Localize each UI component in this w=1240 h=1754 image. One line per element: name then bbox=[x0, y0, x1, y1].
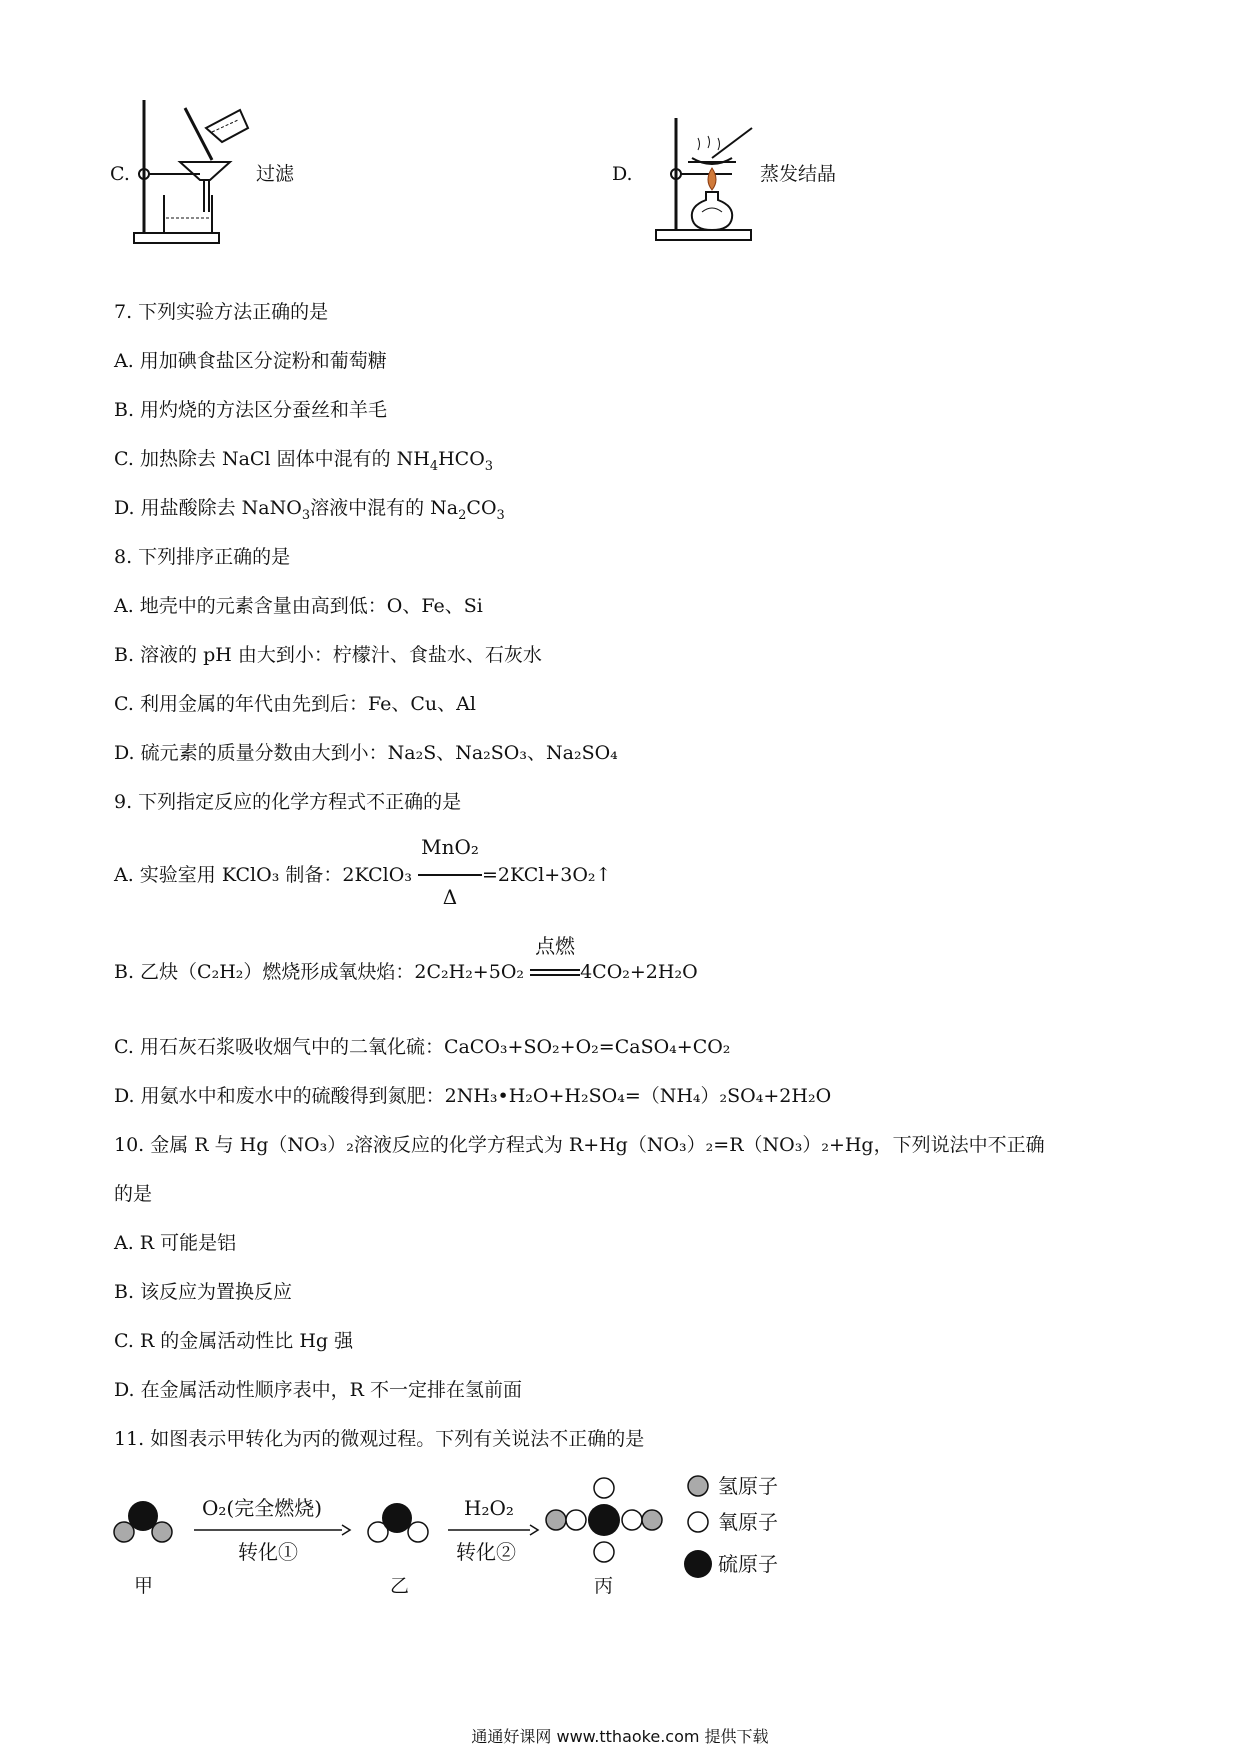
q9-b-text2: 4CO₂+2H₂O bbox=[580, 961, 698, 983]
q8-stem: 8. 下列排序正确的是 bbox=[114, 546, 291, 568]
q10-stem-cont: 的是 bbox=[114, 1183, 153, 1205]
q7-c-sub: 4 bbox=[429, 458, 439, 474]
q7-option-c bbox=[114, 447, 493, 479]
q9-a-text2: =2KCl+3O₂↑ bbox=[482, 864, 612, 886]
q7-d-text3: CO bbox=[466, 497, 497, 519]
legend-h-icon bbox=[686, 1474, 710, 1498]
q8-option-c: C. 利用金属的年代由先到后：Fe、Cu、Al bbox=[114, 693, 476, 715]
q7-c-sub2: 3 bbox=[484, 458, 494, 474]
q9-b-text: B. 乙炔（C₂H₂）燃烧形成氧炔焰：2C₂H₂+5O₂ bbox=[114, 961, 525, 983]
legend-o-label: 氧原子 bbox=[718, 1510, 778, 1534]
q9-a-heat: Δ bbox=[442, 885, 458, 909]
molecule-jia bbox=[110, 1490, 180, 1550]
figure-c-caption: 过滤 bbox=[256, 163, 295, 185]
legend-o-icon bbox=[686, 1510, 710, 1534]
q9-a-condition bbox=[418, 835, 482, 909]
q9-option-a bbox=[114, 835, 612, 909]
evaporation-apparatus-image bbox=[652, 100, 762, 248]
legend-s-icon bbox=[682, 1548, 714, 1580]
q9-option-d: D. 用氨水中和废水中的硫酸得到氮肥：2NH₃•H₂O+H₂SO₄=（NH₄）₂SO₄+2H₂O bbox=[114, 1085, 832, 1107]
q10-stem: 10. 金属 R 与 Hg（NO₃）₂溶液反应的化学方程式为 R+Hg（NO₃）₂=R（NO₃）₂+Hg，下列说法中不正确 bbox=[114, 1134, 1045, 1156]
page-footer: 通通好课网 www.tthaoke.com 提供下载 bbox=[471, 1727, 769, 1746]
label-bing: 丙 bbox=[594, 1575, 614, 1597]
q7-stem: 7. 下列实验方法正确的是 bbox=[114, 301, 329, 323]
q10-option-c: C. R 的金属活动性比 Hg 强 bbox=[114, 1330, 354, 1352]
q7-d-sub2: 2 bbox=[458, 507, 467, 523]
label-jia: 甲 bbox=[134, 1575, 154, 1597]
q9-stem: 9. 下列指定反应的化学方程式不正确的是 bbox=[114, 791, 462, 813]
molecule-yi bbox=[364, 1490, 434, 1550]
q11-diagram bbox=[110, 1470, 810, 1610]
arrow2-icon bbox=[446, 1524, 540, 1536]
q9-b-bar bbox=[530, 969, 580, 976]
legend-s-label: 硫原子 bbox=[718, 1552, 778, 1576]
q10-option-a: A. R 可能是铝 bbox=[114, 1232, 237, 1254]
q10-option-b: B. 该反应为置换反应 bbox=[114, 1281, 293, 1303]
label-yi: 乙 bbox=[390, 1575, 410, 1597]
molecule-bing bbox=[544, 1470, 664, 1570]
q9-a-bar bbox=[418, 874, 482, 876]
filtration-apparatus-image bbox=[130, 100, 260, 248]
q9-option-b bbox=[114, 934, 698, 984]
arrow1-icon bbox=[192, 1524, 352, 1536]
q7-d-text: D. 用盐酸除去 NaNO bbox=[114, 497, 302, 519]
q9-a-text: A. 实验室用 KClO₃ 制备：2KClO₃ bbox=[114, 864, 412, 886]
q9-a-catalyst: MnO₂ bbox=[421, 835, 479, 859]
q7-c-text: C. 加热除去 NaCl 固体中混有的 NH bbox=[114, 448, 430, 470]
q9-b-condition bbox=[530, 934, 580, 984]
q8-option-a: A. 地壳中的元素含量由高到低：O、Fe、Si bbox=[114, 595, 483, 617]
q8-option-b: B. 溶液的 pH 由大到小：柠檬汁、食盐水、石灰水 bbox=[114, 644, 542, 666]
q7-option-a: A. 用加碘食盐区分淀粉和葡萄糖 bbox=[114, 350, 387, 372]
q8-option-d: D. 硫元素的质量分数由大到小：Na₂S、Na₂SO₃、Na₂SO₄ bbox=[114, 742, 618, 764]
legend-h-label: 氢原子 bbox=[718, 1474, 778, 1498]
q7-d-sub3: 3 bbox=[496, 507, 505, 523]
q11-stem: 11. 如图表示甲转化为丙的微观过程。下列有关说法不正确的是 bbox=[114, 1428, 645, 1450]
arrow1-condition: O₂(完全燃烧) bbox=[202, 1496, 323, 1520]
figure-d-caption: 蒸发结晶 bbox=[760, 163, 837, 185]
q7-c-text2: HCO bbox=[438, 448, 485, 470]
q9-option-c: C. 用石灰石浆吸收烟气中的二氧化硫：CaCO₃+SO₂+O₂=CaSO₄+CO₂ bbox=[114, 1036, 731, 1058]
figure-c-letter: C. bbox=[110, 163, 130, 185]
q7-d-sub: 3 bbox=[301, 507, 311, 523]
q7-d-text2: 溶液中混有的 Na bbox=[310, 497, 459, 519]
q10-option-d: D. 在金属活动性顺序表中，R 不一定排在氢前面 bbox=[114, 1379, 522, 1401]
arrow1-step: 转化① bbox=[238, 1540, 298, 1564]
figure-c bbox=[110, 100, 310, 250]
q7-option-d bbox=[114, 496, 505, 528]
q9-b-ignite: 点燃 bbox=[535, 934, 576, 958]
q7-option-b: B. 用灼烧的方法区分蚕丝和羊毛 bbox=[114, 399, 388, 421]
arrow2-condition: H₂O₂ bbox=[464, 1496, 514, 1520]
figure-d bbox=[612, 100, 872, 250]
arrow2-step: 转化② bbox=[456, 1540, 516, 1564]
figure-d-letter: D. bbox=[612, 163, 633, 185]
